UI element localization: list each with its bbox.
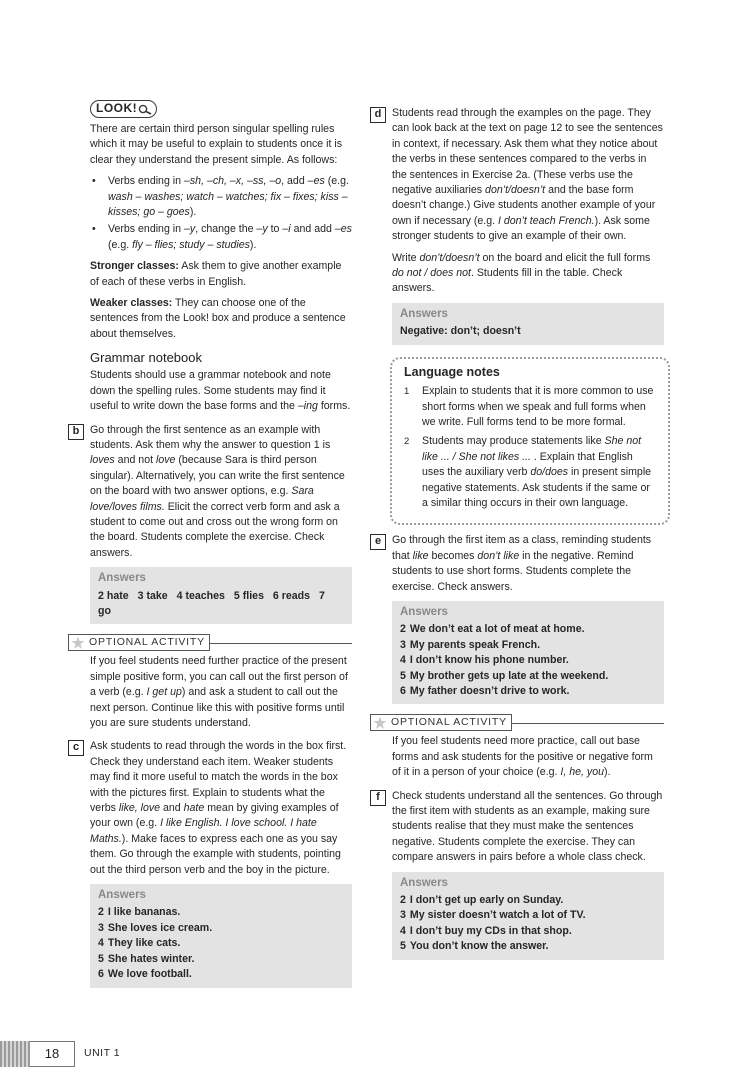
answers-title: Answers <box>98 889 146 902</box>
answer-item: 5 You don’t know the answer. <box>400 940 549 953</box>
language-note-item: 2 Students may produce statements like She not like ... / She not likes ... . Explain that English uses the auxiliary verb do/does in present simple negative statements. Ask students if the same or a similar thing occurs in their own language. <box>404 435 652 509</box>
spelling-rules-list <box>90 174 352 253</box>
exercise-b-text: Go through the first sentence as an example with students. Ask them why the answer to question 1 is loves and not love (because Sara is third person singular). Alternatively, you can write the first sentence on the board with two answer options, e.g. Sara love/loves films. Elicit the correct verb form and ask a student to come out and cross out the wrong form on the board. Students complete the exercise. Check answers. <box>90 423 345 559</box>
exercise-e-text: Go through the first item as a class, reminding students that like becomes don’t like in the negative. Remind students to use short forms. Students complete the exercise. Check answers. <box>392 534 652 593</box>
exercise-e-letter: e <box>370 534 386 550</box>
answer-item: 4 I don’t know his phone number. <box>400 654 569 667</box>
answers-title: Answers <box>400 876 448 889</box>
unit-label: UNIT 1 <box>84 1047 121 1059</box>
answer-item: 3 She loves ice cream. <box>98 921 213 934</box>
answer-item: 2 hate <box>98 589 129 602</box>
exercise-e-answers <box>392 601 664 704</box>
footer-stripes <box>0 1041 30 1067</box>
answer-item: 5 She hates winter. <box>98 952 195 965</box>
grammar-notebook-heading: Grammar notebook <box>90 350 202 366</box>
optional-activity-2-text: If you feel students need more practice, call out base forms and ask students for the positive or negative form of it in a person of your choice (e.g. I, he, you). <box>392 735 653 779</box>
left-column <box>72 100 352 996</box>
answer-item: 3 take <box>137 589 168 602</box>
optional-activity-bar <box>68 634 352 650</box>
exercise-f-text: Check students understand all the sentences. Go through the first item with students as an example, making sure students realise that they must make the sentences negative. Students complete the exercise. They can compare answers in pairs before a whole class check. <box>392 789 663 864</box>
answer-item: 5 flies <box>233 589 264 602</box>
optional-activity-bar <box>370 714 664 730</box>
optional-activity-label: OPTIONAL ACTIVITY <box>370 714 512 731</box>
exercise-c-text: Ask students to read through the words in the box first. Check they understand each item. Weaker students may find it more useful to match the words in the box with the pictures first. Explain to students what the verbs like, love and hate mean by giving examples of your own (e.g. I like English. I love school. I hate Maths.). Make faces to express each one as you say them. Go through the example with students, pointing out the third person verb and the boy in the picture. <box>90 740 347 876</box>
answer-item: 4 They like cats. <box>98 937 181 950</box>
magnifier-icon <box>138 104 152 115</box>
exercise-c-letter: c <box>68 740 84 756</box>
language-note-item: 1 Explain to students that it is more common to use short forms when we speak and full forms when we write. Full forms tend to be more formal. <box>404 385 654 428</box>
exercise-d-write-text: Write don’t/doesn’t on the board and elicit the full forms do not / does not. Students fill in the table. Check answers. <box>392 251 651 295</box>
answer-item: 3 My sister doesn’t watch a lot of TV. <box>400 909 586 922</box>
optional-activity-1 <box>90 634 352 731</box>
stronger-classes-note: Stronger classes: Ask them to give another example of each of these verbs in English. <box>90 260 342 288</box>
grammar-notebook-text: Students should use a grammar notebook and note down the spelling rules. Some students may find it useful to write down the base forms and the –ing forms. <box>90 369 351 413</box>
answer-item: 2 We don’t eat a lot of meat at home. <box>400 623 585 636</box>
answers-title: Answers <box>400 605 448 618</box>
optional-activity-1-text: If you feel students need further practice of the present simple positive form, you can call out the first person of a verb (e.g. I get up) and ask a student to call out the next person. Continue like this with positive forms until you are sure students understand. <box>90 655 348 729</box>
exercise-d-text: Students read through the examples on the page. They can look back at the text on page 12 to see the sentences in context, if necessary. Ask them what they notice about the verbs in these sentences compared to the verbs in the sentences in Exercise 2a. (These verbs use the negative auxiliaries don’t/doesn’t and the base form doesn’t change.) Give students another example of your own if necessary (e.g. I don’t teach French.). Ask some stronger students to give an example of their own. <box>392 107 663 243</box>
exercise-e <box>374 533 664 704</box>
exercise-f <box>376 789 664 960</box>
answers-title: Answers <box>400 307 448 320</box>
look-intro: There are certain third person singular spelling rules which it may be useful to explain to students once it is clear they understand the present simple. As follows: <box>90 123 343 166</box>
answers-inline-list <box>98 589 344 620</box>
answer-item: 2 I like bananas. <box>98 906 181 919</box>
optional-activity-label: OPTIONAL ACTIVITY <box>68 634 210 651</box>
exercise-d-letter: d <box>370 107 386 123</box>
star-icon <box>373 716 387 730</box>
answer-item: 5 My brother gets up late at the weekend. <box>400 669 609 682</box>
answer-item: 6 reads <box>272 589 311 602</box>
right-column <box>374 100 664 968</box>
spelling-rule-es: • Verbs ending in –sh, –ch, –x, –ss, –o, add –es (e.g. wash – washes; watch – watches; fix – fixes; kiss – kisses; go – goes). <box>90 174 352 220</box>
answer-item: 4 teaches <box>176 589 225 602</box>
page-footer <box>0 1041 744 1067</box>
optional-activity-2 <box>392 714 664 780</box>
spelling-rule-y: • Verbs ending in –y, change the –y to –i and add –es (e.g. fly – flies; study – studies). <box>90 222 352 253</box>
answers-title: Answers <box>98 572 146 585</box>
exercise-c-answers <box>90 884 352 987</box>
answer-item: 3 My parents speak French. <box>400 638 541 651</box>
answer-item: Negative: don’t; doesn’t <box>400 325 521 338</box>
exercise-f-letter: f <box>370 790 386 806</box>
star-icon <box>71 636 85 650</box>
exercise-b-answers <box>90 567 352 624</box>
exercise-c <box>72 739 352 987</box>
exercise-d <box>374 106 664 345</box>
language-notes-box <box>390 357 670 526</box>
grammar-notebook-section <box>90 350 352 414</box>
exercise-f-answers <box>392 872 664 960</box>
look-box <box>90 100 352 342</box>
page-number: 18 <box>30 1041 75 1067</box>
exercise-d-answers <box>392 303 664 345</box>
answer-item: 2 I don’t get up early on Sunday. <box>400 894 564 907</box>
answer-item: 6 We love football. <box>98 968 192 981</box>
exercise-b <box>72 423 352 625</box>
weaker-classes-note: Weaker classes: They can choose one of the sentences from the Look! box and produce a sentence about themselves. <box>90 297 346 340</box>
exercise-b-letter: b <box>68 424 84 440</box>
language-notes-title: Language notes <box>404 364 500 379</box>
answer-item: 7 go <box>98 589 325 617</box>
answer-item: 4 I don’t buy my CDs in that shop. <box>400 924 572 937</box>
answer-item: 6 My father doesn’t drive to work. <box>400 685 570 697</box>
look-logo: LOOK! <box>90 100 157 118</box>
